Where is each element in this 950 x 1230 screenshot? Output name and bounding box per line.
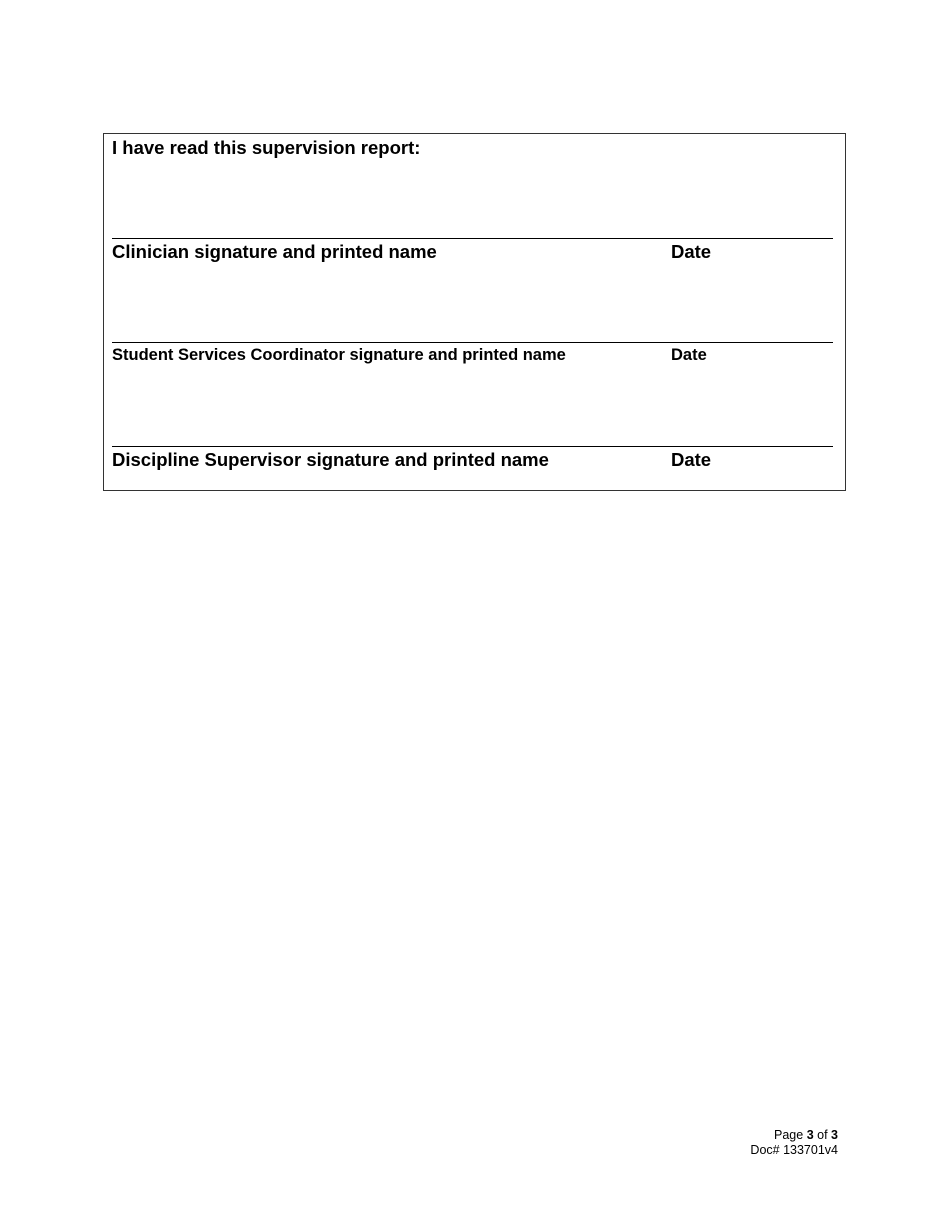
page-footer [750,1128,838,1158]
doc-number: Doc# 133701v4 [750,1143,838,1157]
form-heading: I have read this supervision report: [112,137,421,158]
page-number [750,1128,838,1143]
page-total: 3 [831,1128,838,1142]
supervisor-signature-label: Discipline Supervisor signature and printed name [112,449,549,470]
supervisor-date-label: Date [671,449,712,470]
acknowledgement-form [103,133,846,491]
page-of: of [817,1128,828,1142]
supervisor-signature-line[interactable] [112,446,833,447]
coordinator-signature-line[interactable] [112,342,833,343]
coordinator-date-label: Date [671,346,707,364]
coordinator-signature-label: Student Services Coordinator signature and printed name [112,346,566,364]
page-prefix: Page [774,1128,804,1142]
clinician-date-label: Date [671,241,712,262]
page-current: 3 [806,1128,814,1142]
clinician-signature-line[interactable] [112,238,833,239]
clinician-signature-label: Clinician signature and printed name [112,241,437,262]
